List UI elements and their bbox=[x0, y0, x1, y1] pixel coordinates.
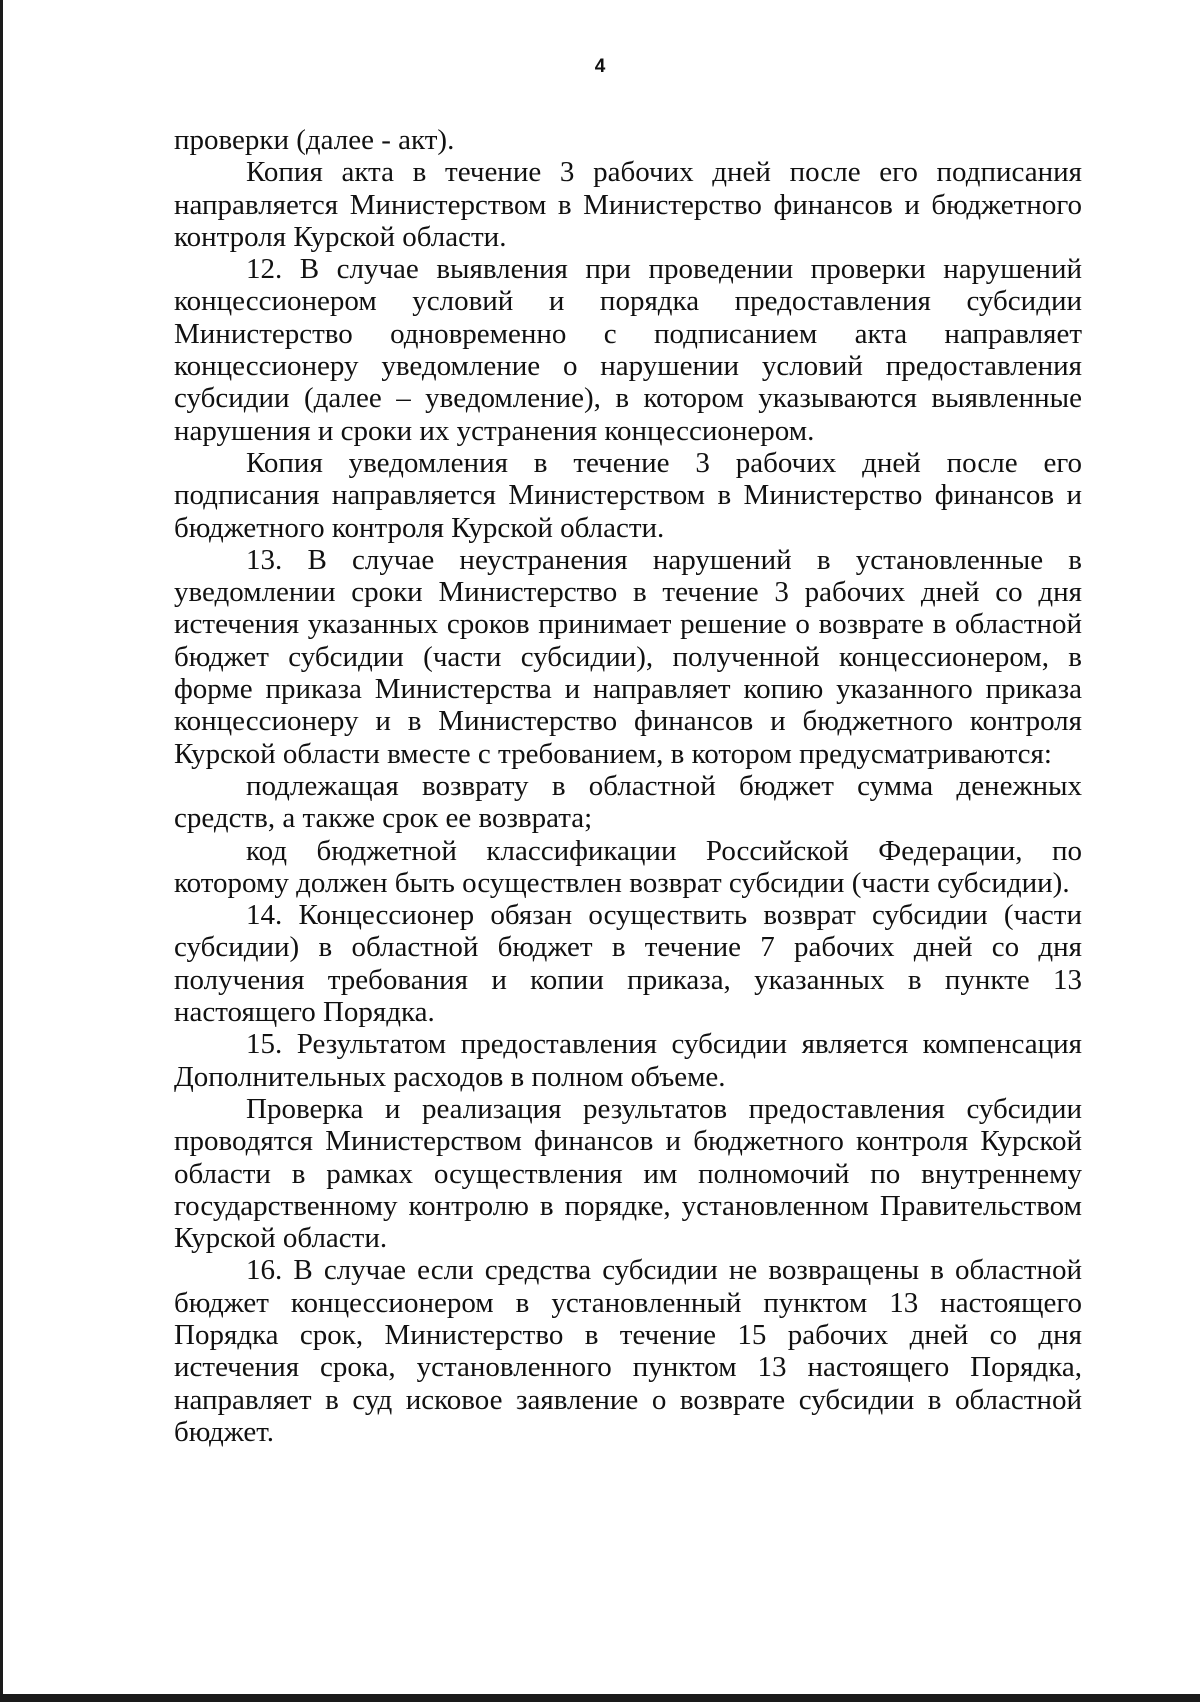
paragraph-notice-copy: Копия уведомления в течение 3 рабочих дней после его подписания направляется Министерством в Министерство финансов и бюджетного контроля Курской области. bbox=[174, 446, 1082, 544]
paragraph-act-copy: Копия акта в течение 3 рабочих дней после его подписания направляется Министерством в Министерство финансов и бюджетного контроля Курской области. bbox=[174, 156, 1082, 253]
scan-bottom-edge bbox=[0, 1694, 1200, 1702]
paragraph-return-amount: подлежащая возврату в областной бюджет сумма денежных средств, а также срок ее возврата; bbox=[174, 769, 1082, 835]
paragraph-item-13: 13. В случае неустранения нарушений в установленные в уведомлении сроки Министерство в течение 3 рабочих дней со дня истечения указанных сроков принимает решение о возврате в областной бюджет субсидии (части субсидии), полученной концессионером, в форме приказа Министерства и направляет копию указанного приказа концессионеру и в Министерство финансов и бюджетного контроля Курской области вместе с требованием, в котором предусматриваются: bbox=[174, 543, 1082, 770]
paragraph-budget-code: код бюджетной классификации Российской Федерации, по которому должен быть осуществлен возврат субсидии (части субсидии). bbox=[174, 834, 1082, 899]
scan-left-edge bbox=[0, 0, 3, 1702]
paragraph-audit: Проверка и реализация результатов предоставления субсидии проводятся Министерством финансов и бюджетного контроля Курской области в рамках осуществления им полномочий по внутреннему государственному контролю в порядке, установленном Правительством Курской области. bbox=[174, 1092, 1082, 1255]
paragraph-item-16: 16. В случае если средства субсидии не возвращены в областной бюджет концессионером в установленный пунктом 13 настоящего Порядка срок, Министерство в течение 15 рабочих дней со дня истечения срока, установленного пунктом 13 настоящего Порядка, направляет в суд исковое заявление о возврате субсидии в областной бюджет. bbox=[174, 1254, 1082, 1448]
paragraph-item-12: 12. В случае выявления при проведении проверки нарушений концессионером условий и порядка предоставления субсидии Министерство одновременно с подписанием акта направляет концессионеру уведомление о нарушении условий предоставления субсидии (далее – уведомление), в котором указываются выявленные нарушения и сроки их устранения концессионером. bbox=[174, 253, 1082, 447]
document-body bbox=[174, 124, 1082, 1448]
page-number: 4 bbox=[594, 56, 606, 77]
paragraph-item-15: 15. Результатом предоставления субсидии является компенсация Дополнительных расходов в полном объеме. bbox=[174, 1028, 1082, 1093]
paragraph-act-continuation: проверки (далее - акт). bbox=[174, 124, 455, 156]
paragraph-item-14: 14. Концессионер обязан осуществить возврат субсидии (части субсидии) в областной бюджет в течение 7 рабочих дней со дня получения требования и копии приказа, указанных в пункте 13 настоящего Порядка. bbox=[174, 899, 1082, 1029]
